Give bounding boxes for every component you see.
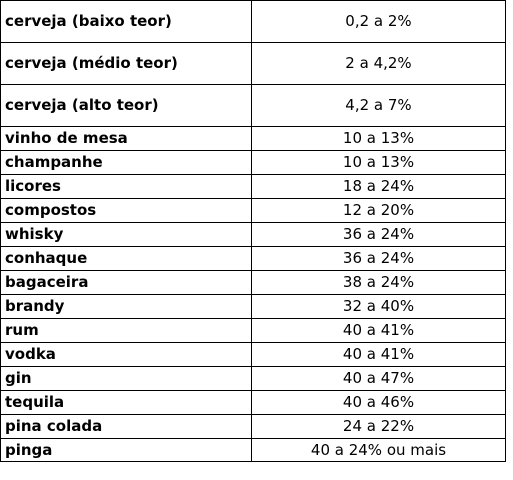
table-row xyxy=(1,85,506,127)
alcohol-content: 40 a 24% ou mais xyxy=(252,439,506,462)
alcohol-content: 36 a 24% xyxy=(252,247,506,271)
beverage-name: vodka xyxy=(1,343,252,367)
alcohol-content: 24 a 22% xyxy=(252,415,506,439)
beverage-name: compostos xyxy=(1,199,252,223)
alcohol-content: 40 a 46% xyxy=(252,391,506,415)
beverage-name: cerveja (médio teor) xyxy=(1,43,252,85)
table-row xyxy=(1,295,506,319)
alcohol-content: 12 a 20% xyxy=(252,199,506,223)
table-row xyxy=(1,1,506,43)
beverage-name: licores xyxy=(1,175,252,199)
table-row xyxy=(1,247,506,271)
table-row xyxy=(1,127,506,151)
beverage-name: gin xyxy=(1,367,252,391)
alcohol-content: 18 a 24% xyxy=(252,175,506,199)
beverage-name: conhaque xyxy=(1,247,252,271)
beverage-name: champanhe xyxy=(1,151,252,175)
table-row xyxy=(1,319,506,343)
beverage-name: vinho de mesa xyxy=(1,127,252,151)
beverage-name: tequila xyxy=(1,391,252,415)
table-row xyxy=(1,439,506,462)
alcohol-content: 32 a 40% xyxy=(252,295,506,319)
beverage-name: brandy xyxy=(1,295,252,319)
alcohol-content: 40 a 41% xyxy=(252,319,506,343)
alcohol-content: 36 a 24% xyxy=(252,223,506,247)
beverage-name: bagaceira xyxy=(1,271,252,295)
table-row xyxy=(1,367,506,391)
alcohol-content: 40 a 41% xyxy=(252,343,506,367)
alcohol-content: 38 a 24% xyxy=(252,271,506,295)
table-row xyxy=(1,151,506,175)
alcohol-content: 40 a 47% xyxy=(252,367,506,391)
table-row xyxy=(1,343,506,367)
table-row xyxy=(1,43,506,85)
table-row xyxy=(1,271,506,295)
table-row xyxy=(1,223,506,247)
beverage-name: whisky xyxy=(1,223,252,247)
alcohol-content: 10 a 13% xyxy=(252,127,506,151)
alcohol-content: 0,2 a 2% xyxy=(252,1,506,43)
beverage-name: pina colada xyxy=(1,415,252,439)
alcohol-content: 2 a 4,2% xyxy=(252,43,506,85)
table-row xyxy=(1,415,506,439)
beverage-name: rum xyxy=(1,319,252,343)
table-row xyxy=(1,175,506,199)
alcohol-content: 4,2 a 7% xyxy=(252,85,506,127)
beverage-name: cerveja (alto teor) xyxy=(1,85,252,127)
table-row xyxy=(1,199,506,223)
beverage-name: cerveja (baixo teor) xyxy=(1,1,252,43)
table-row xyxy=(1,391,506,415)
alcohol-content: 10 a 13% xyxy=(252,151,506,175)
beverage-name: pinga xyxy=(1,439,252,462)
